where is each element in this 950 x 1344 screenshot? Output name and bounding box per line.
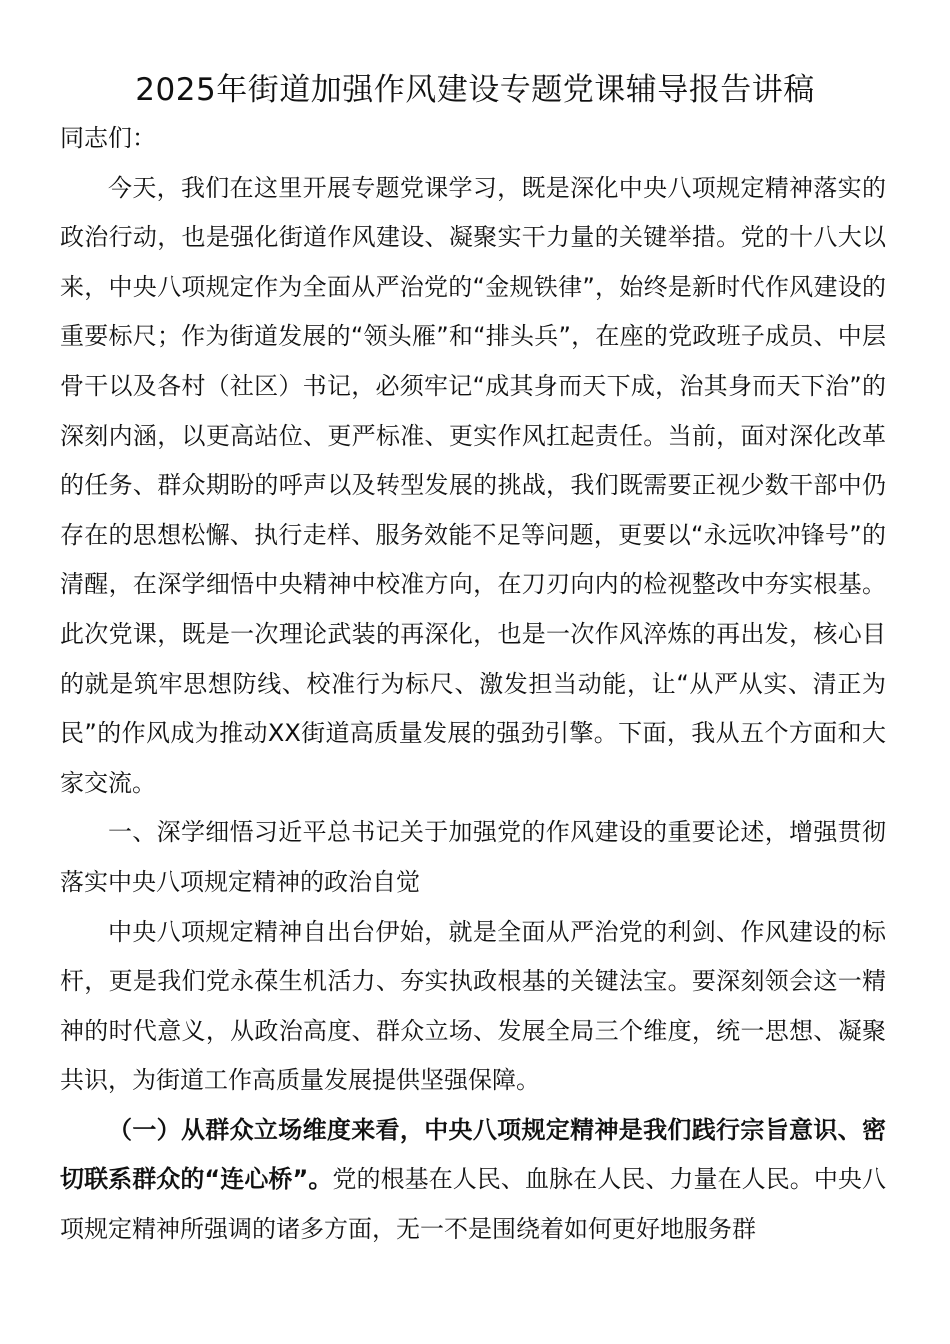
intro-paragraph: 今天，我们在这里开展专题党课学习，既是深化中央八项规定精神落实的政治行动，也是强化街道作风建设、凝聚实干力量的关键举措。党的十八大以来，中央八项规定作为全面从严治党的“金规铁律”，始终是新时代作风建设的重要标尺；作为街道发展的“领头雁”和“排头兵”，在座的党政班子成员、中层骨干以及各村（社区）书记，必须牢记“成其身而天下成，治其身而天下治”的深刻内涵，以更高站位、更严标准、更实作风扛起责任。当前，面对深化改革的任务、群众期盼的呼声以及转型发展的挑战，我们既需要正视少数干部中仍存在的思想松懈、执行走样、服务效能不足等问题，更要以“永远吹冲锋号”的清醒，在深学细悟中央精神中校准方向，在刀刃向内的检视整改中夯实根基。此次党课，既是一次理论武装的再深化，也是一次作风淬炼的再出发，核心目的就是筑牢思想防线、校准行为标尺、激发担当动能，让“从严从实、清正为民”的作风成为推动XX街道高质量发展的强劲引擎。下面，我从五个方面和大家交流。	[60, 173, 886, 797]
subsection-heading: （一）从群众立场维度来看，中央八项规定精神是我们践行宗旨意识、密切联系群众的“连心桥”。	[60, 1115, 886, 1194]
document-body	[60, 114, 886, 1255]
subsection-paragraph	[60, 1106, 886, 1255]
section-1-paragraph: 中央八项规定精神自出台伊始，就是全面从严治党的利剑、作风建设的标杆，更是我们党永葆生机活力、夯实执政根基的关键法宝。要深刻领会这一精神的时代意义，从政治高度、群众立场、发展全局三个维度，统一思想、凝聚共识，为街道工作高质量发展提供坚强保障。	[60, 917, 886, 1095]
salutation: 同志们：	[60, 124, 156, 152]
document-title: 2025年街道加强作风建设专题党课辅导报告讲稿	[135, 72, 815, 108]
subsection-text: 党的根基在人民、血脉在人民、力量在人民。中央八项规定精神所强调的诸多方面，无一不是围绕着如何更好地服务群	[60, 1165, 887, 1244]
section-heading-1: 一、深学细悟习近平总书记关于加强党的作风建设的重要论述，增强贯彻落实中央八项规定精神的政治自觉	[60, 818, 886, 896]
